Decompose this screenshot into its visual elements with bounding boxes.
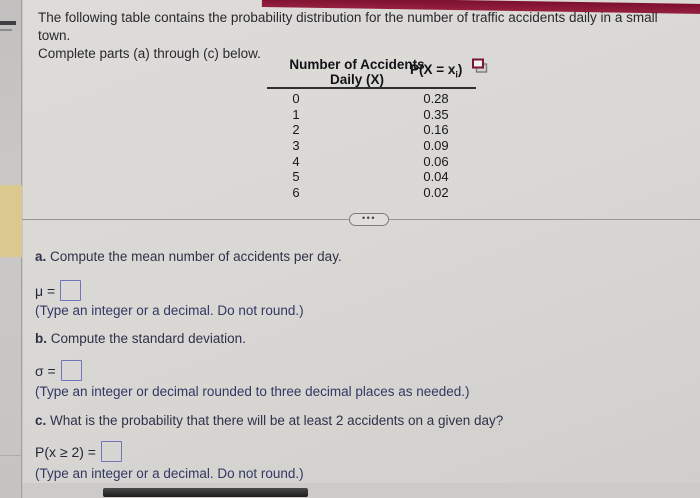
window-edge-bar — [103, 488, 308, 497]
x-value: 5 — [292, 169, 300, 185]
mu-symbol: μ = — [35, 282, 56, 299]
part-c-hint: (Type an integer or a decimal. Do not round.) — [35, 466, 304, 481]
table-header-x: Number of Accidents Daily (X) — [289, 57, 425, 87]
copy-data-icon[interactable] — [471, 58, 489, 75]
table-row — [267, 91, 482, 107]
part-b-expression — [35, 360, 82, 381]
p-value: 0.04 — [423, 169, 449, 185]
p-value: 0.09 — [423, 138, 449, 154]
rail-divider — [0, 455, 22, 456]
table-row — [267, 138, 482, 154]
p-value: 0.06 — [423, 153, 449, 169]
table-row — [267, 169, 482, 185]
x-value: 2 — [292, 122, 300, 138]
toolbar-dash-icon[interactable] — [0, 21, 16, 25]
statement-line-1: The following table contains the probability distribution for the number of traffic accidents daily in a small town. — [38, 10, 658, 43]
ellipsis-expander-button[interactable]: ••• — [349, 213, 389, 226]
mu-answer-input[interactable] — [60, 280, 81, 301]
sigma-symbol: σ = — [35, 362, 56, 379]
x-value: 1 — [292, 106, 300, 122]
table-header-p: $P(X = x_i)$ — [410, 62, 463, 80]
part-c-question: c. What is the probability that there will be at least 2 accidents on a given day? — [35, 413, 504, 428]
x-value: 4 — [292, 153, 300, 169]
p-value: 0.02 — [423, 185, 449, 201]
probability-expression: P(x ≥ 2) = — [35, 443, 96, 460]
table-row — [267, 154, 482, 170]
part-a-question: a. Compute the mean number of accidents per day. — [35, 249, 342, 264]
p-value: 0.35 — [423, 106, 449, 122]
x-value: 3 — [292, 138, 300, 154]
rail-highlight-marker — [0, 185, 22, 257]
part-c-expression — [35, 441, 122, 462]
p-value: 0.28 — [423, 91, 449, 106]
probability-answer-input[interactable] — [101, 441, 122, 462]
part-b-hint: (Type an integer or decimal rounded to three decimal places as needed.) — [35, 384, 470, 399]
table-header-rule — [267, 87, 476, 89]
part-a-expression — [35, 280, 81, 301]
table-row — [267, 122, 482, 138]
problem-statement — [38, 9, 686, 63]
sigma-answer-input[interactable] — [61, 360, 82, 381]
statement-line-2: Complete parts (a) through (c) below. — [38, 46, 261, 61]
part-a-hint: (Type an integer or a decimal. Do not round.) — [35, 303, 304, 318]
toolbar-dash-icon-2 — [0, 29, 12, 31]
part-b-question: b. Compute the standard deviation. — [35, 331, 246, 346]
table-row — [267, 185, 482, 201]
table-row — [267, 107, 482, 123]
left-toolbar-rail — [0, 0, 22, 498]
x-value: 0 — [292, 91, 300, 106]
x-value: 6 — [292, 185, 300, 201]
p-value: 0.16 — [423, 122, 449, 138]
probability-table — [267, 91, 482, 201]
